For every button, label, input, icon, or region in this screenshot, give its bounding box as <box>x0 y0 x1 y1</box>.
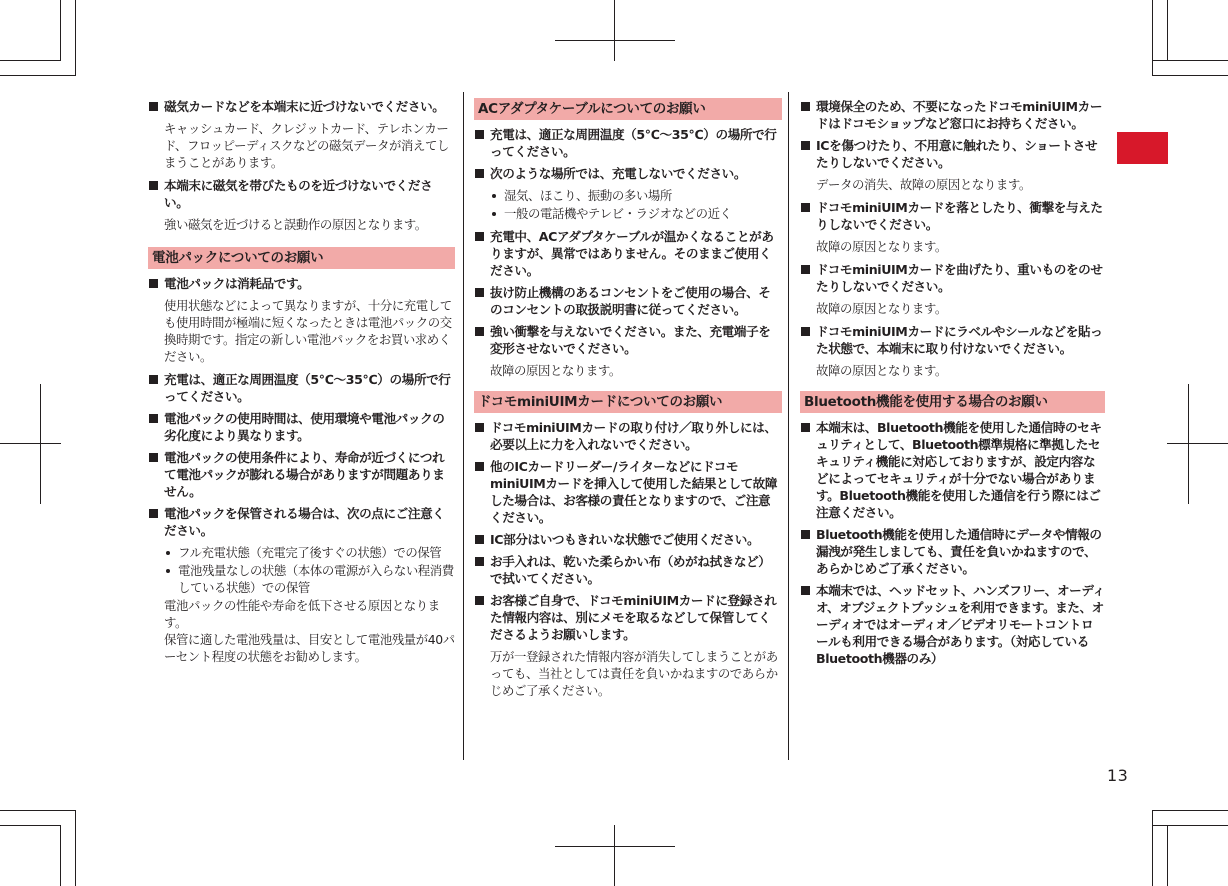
item-body: キャッシュカード、クレジットカード、テレホンカード、フロッピーディスクなどの磁気データが消えてしまうことがあります。 <box>164 121 449 170</box>
bullet-item: 湿気、ほこり、振動の多い場所 <box>474 187 782 204</box>
item-title: 電池パックの使用時間は、使用環境や電池パックの劣化度により異なります。 <box>148 410 455 444</box>
bullet-item: 電池残量なしの状態（本体の電源が入らない程消費している状態）での保管 <box>148 562 455 596</box>
item-title: ICを傷つけたり、不用意に触れたり、ショートさせたりしないでください。 <box>800 137 1105 171</box>
item-title: 本端末は、Bluetooth機能を使用した通信時のセキュリティとして、Bluetooth標準規格に準拠したセキュリティ機能に対応しておりますが、設定内容などによってセキュリティが十分でない場合があります。Bluetooth機能を使用した通信を行う際にはご注意ください。 <box>800 419 1105 521</box>
item-title: 電池パックを保管される場合は、次の点にご注意ください。 <box>148 505 455 539</box>
item-title: ドコモminiUIMカードの取り付け／取り外しには、必要以上に力を入れないでください。 <box>474 419 782 453</box>
item-body: 強い磁気を近づけると誤動作の原因となります。 <box>164 217 427 232</box>
item-title: 充電中、ACアダプタケーブルが温かくなることがありますが、異常ではありません。そのままご使用ください。 <box>474 228 782 279</box>
item-body: 故障の原因となります。 <box>490 363 621 378</box>
item-body: 電池パックの性能や寿命を低下させる原因となります。 <box>164 598 440 630</box>
item-title: 電池パックは消耗品です。 <box>148 275 455 292</box>
item-title: 電池パックの使用条件により、寿命が近づくにつれて電池パックが膨れる場合がありますが問題ありません。 <box>148 449 455 500</box>
column-divider <box>463 92 464 760</box>
item-title: 次のような場所では、充電しないでください。 <box>474 165 782 182</box>
item-body: 万が一登録された情報内容が消失してしまうことがあっても、当社としては責任を負いかねますのであらかじめご了承ください。 <box>490 649 778 698</box>
column-3 <box>800 98 1105 672</box>
item-title: お客様ご自身で、ドコモminiUIMカードに登録された情報内容は、別にメモを取るなどして保管してくださるようお願いします。 <box>474 592 782 643</box>
item-title: 本端末では、ヘッドセット、ハンズフリー、オーディオ、オブジェクトプッシュを利用できます。また、オーディオではオーディオ／ビデオリモートコントロールも利用できる場合があります。（対応しているBluetooth機器のみ） <box>800 582 1105 667</box>
bullet-item: フル充電状態（充電完了後すぐの状態）での保管 <box>148 544 455 561</box>
item-title: 本端末に磁気を帯びたものを近づけないでください。 <box>148 177 455 211</box>
uim-section-heading: ドコモminiUIMカードについてのお願い <box>474 391 782 413</box>
bluetooth-section-heading: Bluetooth機能を使用する場合のお願い <box>800 391 1105 413</box>
item-title: ドコモminiUIMカードにラベルやシールなどを貼った状態で、本端末に取り付けないでください。 <box>800 323 1105 357</box>
item-title: IC部分はいつもきれいな状態でご使用ください。 <box>474 531 782 548</box>
item-body: データの消失、故障の原因となります。 <box>816 177 1031 192</box>
item-title: 強い衝撃を与えないでください。また、充電端子を変形させないでください。 <box>474 323 782 357</box>
item-body: 使用状態などによって異なりますが、十分に充電しても使用時間が極端に短くなったときは電池パックの交換時期です。指定の新しい電池パックをお買い求めください。 <box>164 298 452 364</box>
item-body: 故障の原因となります。 <box>816 239 947 254</box>
item-title: 充電は、適正な周囲温度（5℃～35℃）の場所で行ってください。 <box>474 126 782 160</box>
item-body: 故障の原因となります。 <box>816 301 947 316</box>
bullet-item: 一般の電話機やテレビ・ラジオなどの近く <box>474 205 782 222</box>
ac-adapter-section-heading: ACアダプタケーブルについてのお願い <box>474 98 782 120</box>
item-title: 充電は、適正な周囲温度（5℃～35℃）の場所で行ってください。 <box>148 371 455 405</box>
item-title: Bluetooth機能を使用した通信時にデータや情報の漏洩が発生しましても、責任を負いかねますので、あらかじめご了承ください。 <box>800 526 1105 577</box>
column-divider <box>788 92 789 760</box>
item-title: 抜け防止機構のあるコンセントをご使用の場合、そのコンセントの取扱説明書に従ってください。 <box>474 284 782 318</box>
page-number: 13 <box>1107 766 1129 785</box>
item-title: ドコモminiUIMカードを落としたり、衝撃を与えたりしないでください。 <box>800 199 1105 233</box>
section-tab-marker <box>1117 132 1168 164</box>
item-title: 環境保全のため、不要になったドコモminiUIMカードはドコモショップなど窓口にお持ちください。 <box>800 98 1105 132</box>
item-body: 故障の原因となります。 <box>816 363 947 378</box>
item-title: ドコモminiUIMカードを曲げたり、重いものをのせたりしないでください。 <box>800 261 1105 295</box>
battery-section-heading: 電池パックについてのお願い <box>148 247 455 269</box>
item-title: 磁気カードなどを本端末に近づけないでください。 <box>148 98 455 115</box>
item-title: お手入れは、乾いた柔らかい布（めがね拭きなど）で拭いてください。 <box>474 553 782 587</box>
column-2 <box>474 98 782 705</box>
item-title: 他のICカードリーダー/ライターなどにドコモminiUIMカードを挿入して使用した結果として故障した場合は、お客様の責任となりますので、ご注意ください。 <box>474 458 782 526</box>
item-body: 保管に適した電池残量は、目安として電池残量が40パーセント程度の状態をお勧めします。 <box>164 632 455 664</box>
column-1 <box>148 98 455 671</box>
